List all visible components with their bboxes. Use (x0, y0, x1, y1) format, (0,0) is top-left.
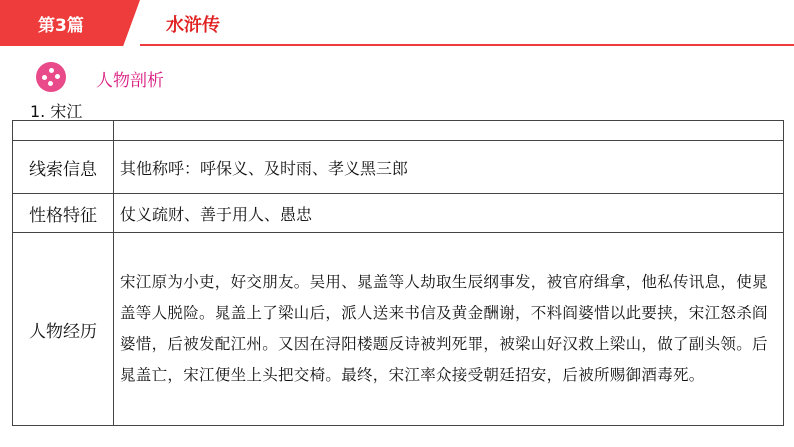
row-value: 宋江原为小吏，好交朋友。吴用、晁盖等人劫取生辰纲事发，被官府缉拿，他私传讯息，使晁盖等人脱险。晁盖上了梁山后，派人送来书信及黄金酬谢，不料阎婆惜以此要挟，宋江怒杀阎婆惜，后被发配江州。又因在浔阳楼题反诗被判死罪，被梁山好汉救上梁山，做了副头领。后晁盖亡，宋江便坐上头把交椅。最终，宋江率众接受朝廷招安，后被所赐御酒毒死。 (114, 233, 784, 426)
header-bar (0, 0, 794, 46)
table-row (13, 141, 784, 194)
chapter-label: 第3篇 (38, 16, 84, 36)
dots-circle-icon (36, 62, 66, 92)
row-label: 线索信息 (13, 141, 114, 194)
row-label (13, 121, 114, 141)
header-divider (140, 44, 794, 46)
section-title: 人物剖析 (96, 71, 164, 91)
table-row (13, 233, 784, 426)
row-value: 其他称呼：呼保义、及时雨、孝义黑三郎 (114, 141, 784, 194)
table-row (13, 194, 784, 233)
row-value (114, 121, 784, 141)
row-label: 人物经历 (13, 233, 114, 426)
row-label: 性格特征 (13, 194, 114, 233)
character-info-table (12, 120, 784, 426)
table-row (13, 121, 784, 141)
row-value: 仗义疏财、善于用人、愚忠 (114, 194, 784, 233)
character-heading: 1. 宋江 (30, 102, 83, 121)
book-title: 水浒传 (166, 15, 220, 36)
